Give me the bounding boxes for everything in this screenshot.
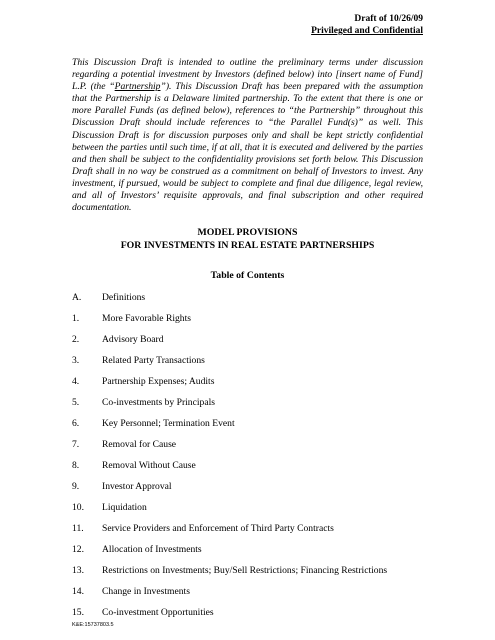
toc-item-title: Change in Investments <box>102 586 190 597</box>
document-title <box>72 227 423 252</box>
confidentiality-notice: Privileged and Confidential <box>311 26 423 36</box>
toc-item-title: Investor Approval <box>102 481 172 492</box>
toc-item-title: Removal Without Cause <box>102 460 196 471</box>
toc-item-title: Liquidation <box>102 502 147 513</box>
toc-item-number: 3. <box>72 355 80 366</box>
toc-item-number: 5. <box>72 397 80 408</box>
draft-date: Draft of 10/26/09 <box>354 14 423 24</box>
intro-paragraph <box>72 57 423 214</box>
intro-text-part1: This Discussion Draft is intended to outline the preliminary terms under discussion regarding a potential investment by Investors (defined below) into [insert name of Fund] L.P. (the “ <box>72 57 423 93</box>
document-id-footer: K&E:15737803.5 <box>72 622 114 628</box>
toc-item-number: 1. <box>72 313 80 324</box>
toc-item-number: 9. <box>72 481 80 492</box>
toc-item-title: Partnership Expenses; Audits <box>102 376 215 387</box>
intro-text-part2: ”). This Discussion Draft has been prepared with the assumption that the Partnership is a Delaware limited partnership. To the extent that there is one or more Parallel Funds (as defined below), references to “the Partnership” throughout this Discussion Draft should include references to “the Parallel Fund(s)” as well. This Discussion Draft is for discussion purposes only and shall be kept strictly confidential between the parties until such time, if at all, that it is executed and delivered by the parties and then shall be subject to the confidentiality provisions set forth below. This Discussion Draft shall in no way be construed as a commitment on behalf of Investors to invest. Any investment, if pursued, would be subject to complete and final due diligence, legal review, and all of Investors’ requisite approvals, and final subscription and other required documentation. <box>72 81 423 214</box>
toc-item-title: Advisory Board <box>102 334 164 345</box>
defined-term-partnership: Partnership <box>114 81 161 93</box>
toc-item-title: Allocation of Investments <box>102 544 202 555</box>
toc-item-number: 10. <box>72 502 84 513</box>
toc-item-title: Service Providers and Enforcement of Third Party Contracts <box>102 523 334 534</box>
toc-item-title: Co-investment Opportunities <box>102 607 214 618</box>
toc-item-number: 12. <box>72 544 84 555</box>
toc-item-number: 7. <box>72 439 80 450</box>
toc-item-number: 6. <box>72 418 80 429</box>
toc-item-number: 8. <box>72 460 80 471</box>
toc-item-number: A. <box>72 292 82 303</box>
toc-item-title: Key Personnel; Termination Event <box>102 418 235 429</box>
toc-heading: Table of Contents <box>210 270 285 281</box>
toc-item-title: Removal for Cause <box>102 439 177 450</box>
toc-item-number: 13. <box>72 565 84 576</box>
toc-item-title: More Favorable Rights <box>102 313 191 324</box>
toc-item-title: Co-investments by Principals <box>102 397 215 408</box>
toc-item-title: Definitions <box>102 292 146 303</box>
title-line-1: MODEL PROVISIONS <box>197 227 298 238</box>
toc-item-title: Restrictions on Investments; Buy/Sell Restrictions; Financing Restrictions <box>102 565 388 576</box>
toc-item-number: 15. <box>72 607 84 618</box>
toc-item-number: 14. <box>72 586 84 597</box>
toc-item-number: 11. <box>72 523 84 534</box>
draft-header <box>311 13 423 37</box>
toc-item-title: Related Party Transactions <box>102 355 205 366</box>
title-line-2: FOR INVESTMENTS IN REAL ESTATE PARTNERSHIPS <box>120 239 375 251</box>
toc-item-number: 2. <box>72 334 80 345</box>
toc-item-number: 4. <box>72 376 80 387</box>
